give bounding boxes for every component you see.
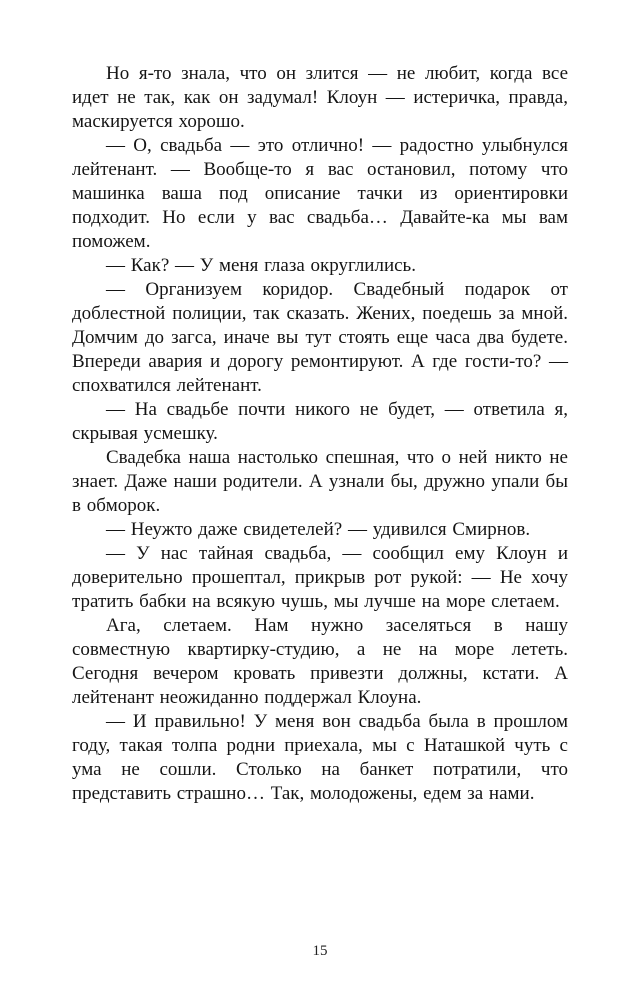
paragraph: — Неужто даже свидетелей? — удивился Смирнов. <box>106 519 531 540</box>
page-number: 15 <box>312 943 328 959</box>
paragraph: Свадебка наша настолько спешная, что о ней никто не знает. Даже наши родители. А узнали бы, дружно упали бы в обморок. <box>72 447 568 516</box>
page-text <box>72 62 568 806</box>
paragraph: — У нас тайная свадьба, — сообщил ему Клоун и доверительно прошептал, прикрыв рот рукой: — Не хочу тратить бабки на всякую чушь, мы лучше на море слетаем. <box>72 543 568 612</box>
paragraph: — О, свадьба — это отлично! — радостно улыбнулся лейтенант. — Вообще-то я вас остановил, потому что машинка ваша под описание тачки из ориентировки подходит. Но если у вас свадьба… Давайте-ка мы вам поможем. <box>72 135 568 252</box>
paragraph: — Как? — У меня глаза округлились. <box>106 255 416 276</box>
paragraph: Ага, слетаем. Нам нужно заселяться в нашу совместную квартирку-студию, а не на море лететь. Сегодня вечером кровать привезти должны, кстати. А лейтенант неожиданно поддержал Клоуна. <box>72 615 568 708</box>
paragraph: — На свадьбе почти никого не будет, — ответила я, скрывая усмешку. <box>72 399 568 444</box>
paragraph: — Организуем коридор. Свадебный подарок от доблестной полиции, так сказать. Жених, поедешь за мной. Домчим до загса, иначе вы тут стоять еще часа два будете. Впереди авария и дорогу ремонтируют. А где гости-то? — спохватился лейтенант. <box>72 279 568 396</box>
paragraph: — И правильно! У меня вон свадьба была в прошлом году, такая толпа родни приехала, мы с Наташкой чуть с ума не сошли. Столько на банкет потратили, что представить страшно… Так, молодожены, едем за нами. <box>72 711 568 804</box>
paragraph: Но я-то знала, что он злится — не любит, когда все идет не так, как он задумал! Клоун — истеричка, правда, маскируется хорошо. <box>72 63 568 132</box>
